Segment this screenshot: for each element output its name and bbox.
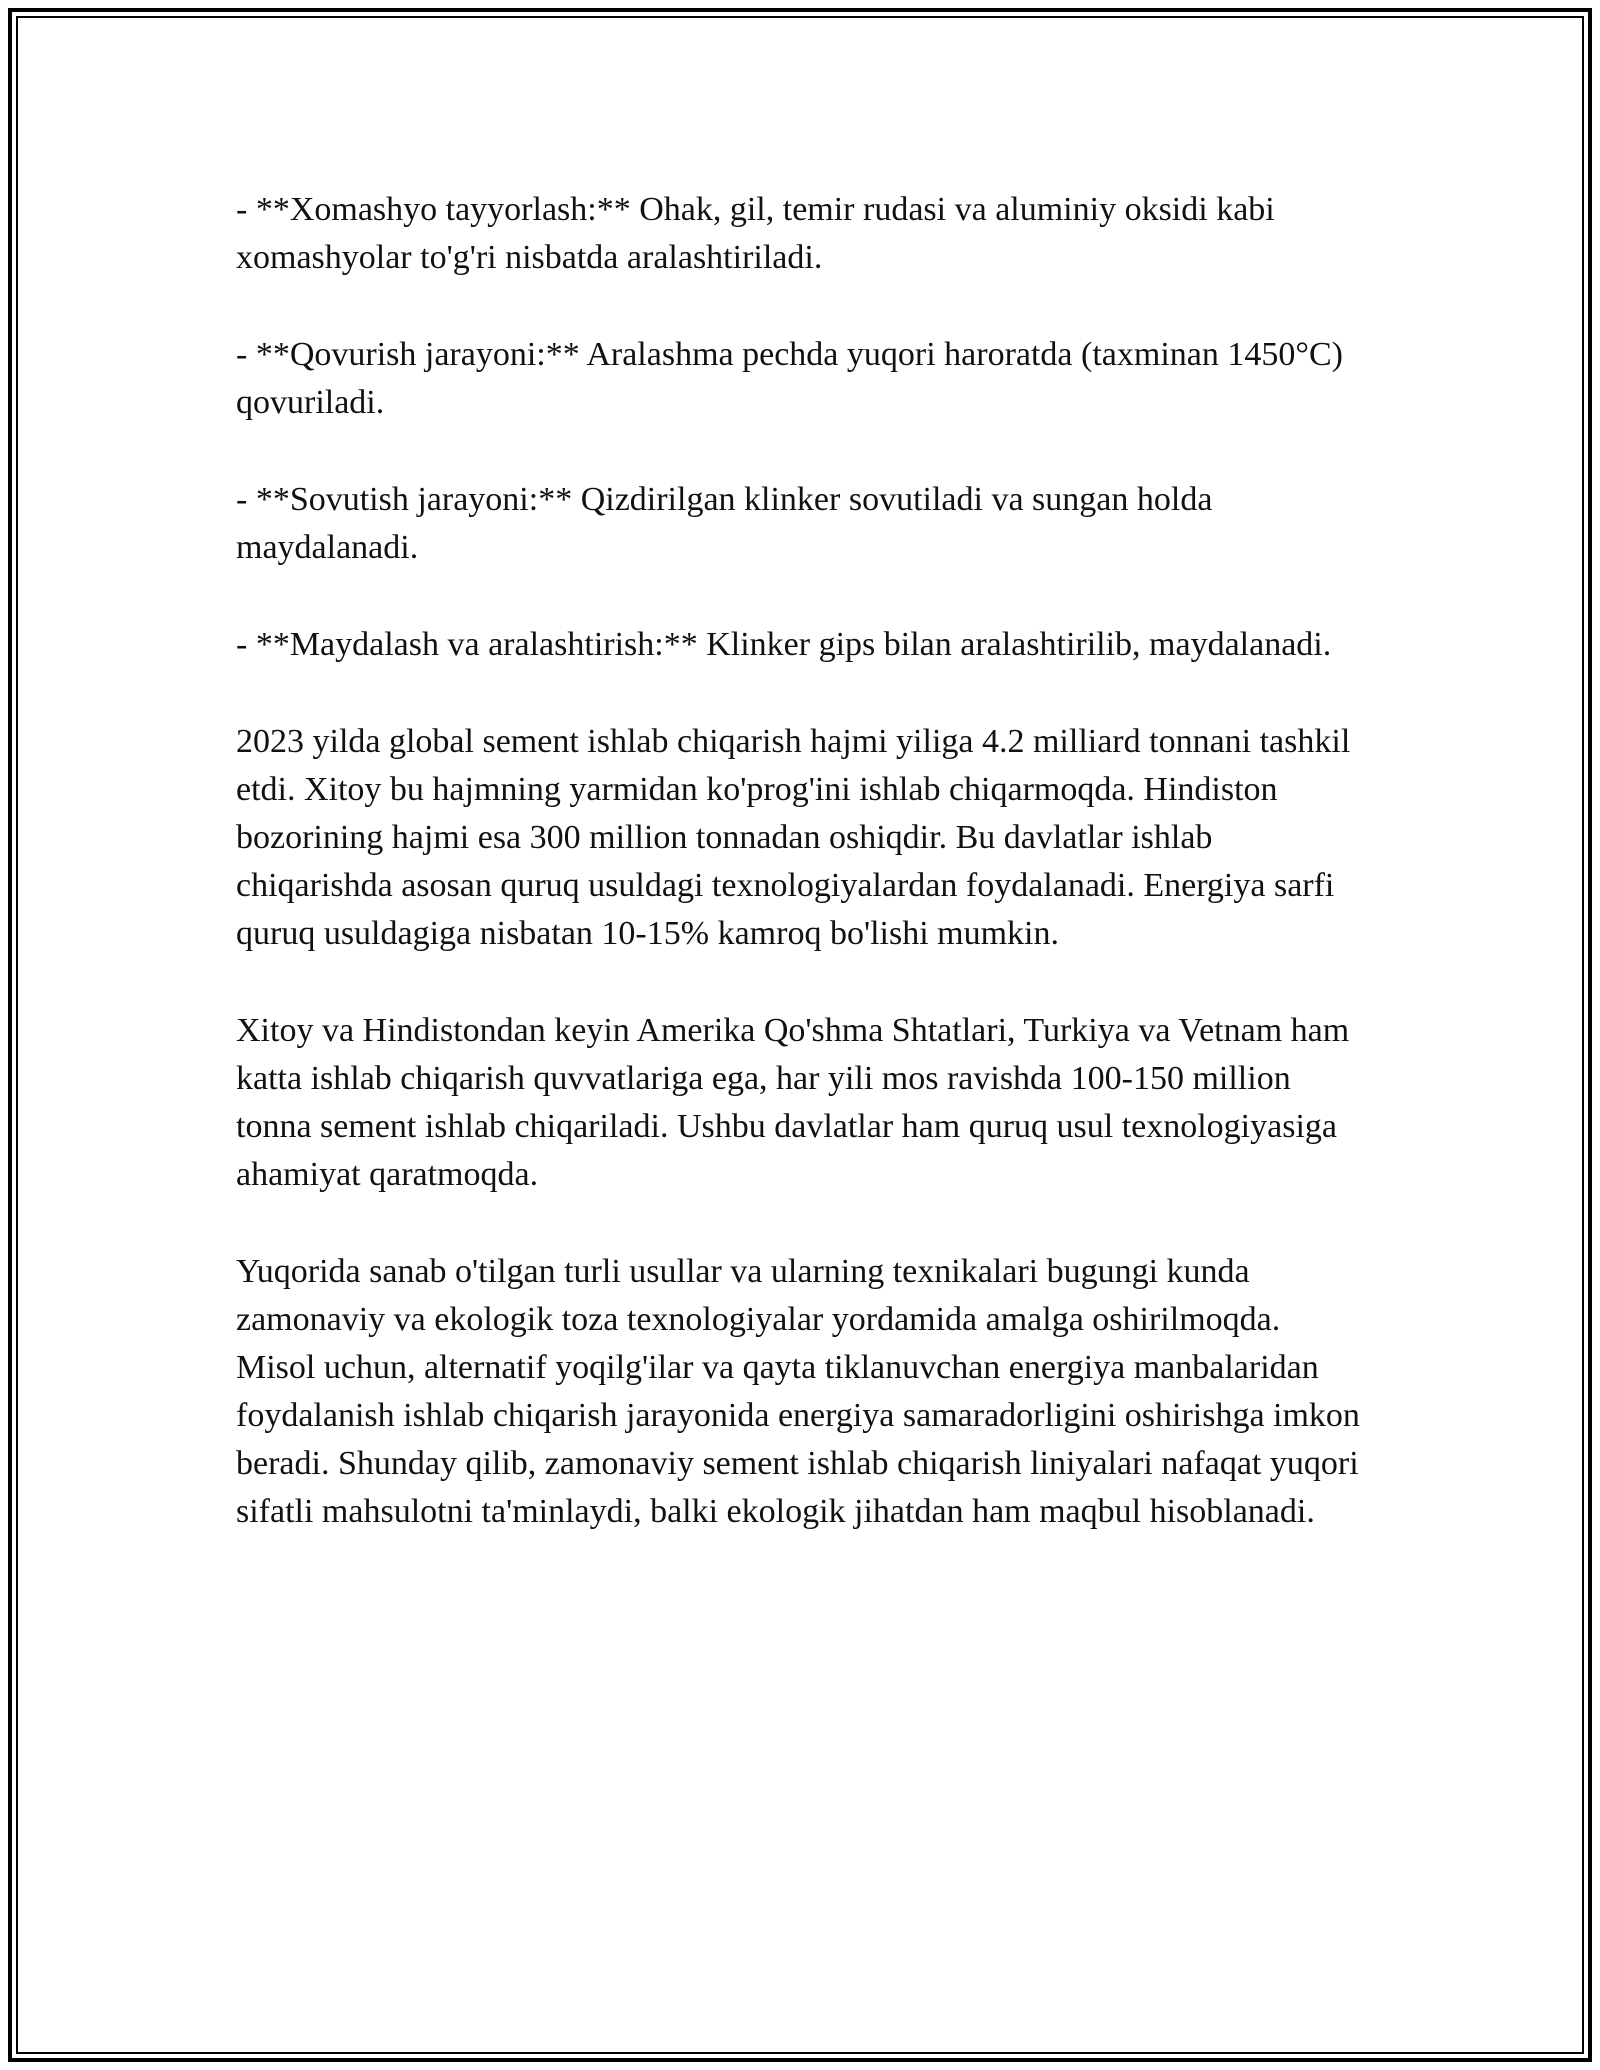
paragraph-modern-technologies: Yuqorida sanab o'tilgan turli usullar va ularning texnikalari bugungi kunda zamonaviy va ekologik toza texnologiyalar yordamida amalga oshirilmoqda. Misol uchun, alternatif yoqilg'ilar va qayta tiklanuvchan energiya manbalaridan foydalanish ishlab chiqarish jarayonida energiya samaradorligini oshirishga imkon beradi. Shunday qilib, zamonaviy sement ishlab chiqarish liniyalari nafaqat yuqori sifatli mahsulotni ta'minlaydi, balki ekologik jihatdan ham maqbul hisoblanadi. [236, 1253, 1360, 1530]
list-item-cooling: - **Sovutish jarayoni:** Qizdirilgan klinker sovutiladi va sungan holda maydalanadi. [236, 481, 1213, 566]
paragraph-other-countries: Xitoy va Hindistondan keyin Amerika Qo'shma Shtatlari, Turkiya va Vetnam ham katta ishlab chiqarish quvvatlariga ega, har yili mos ravishda 100-150 million tonna sement ishlab chiqariladi. Ushbu davlatlar ham quruq usul texnologiyasiga ahamiyat qaratmoqda. [236, 1012, 1350, 1193]
document-body [236, 186, 1366, 1585]
list-item-raw-material: - **Xomashyo tayyorlash:** Ohak, gil, temir rudasi va aluminiy oksidi kabi xomashyolar to'g'ri nisbatda aralashtiriladi. [236, 191, 1275, 276]
paragraph-global-production: 2023 yilda global sement ishlab chiqarish hajmi yiliga 4.2 milliard tonnani tashkil etdi. Xitoy bu hajmning yarmidan ko'prog'ini ishlab chiqarmoqda. Hindiston bozorining hajmi esa 300 million tonnadan oshiqdir. Bu davlatlar ishlab chiqarishda asosan quruq usuldagi texnologiyalardan foydalanadi. Energiya sarfi quruq usuldagiga nisbatan 10-15% kamroq bo'lishi mumkin. [236, 723, 1351, 952]
list-item-grinding: - **Maydalash va aralashtirish:** Klinker gips bilan aralashtirilib, maydalanadi. [236, 626, 1332, 663]
list-item-roasting: - **Qovurish jarayoni:** Aralashma pechda yuqori haroratda (taxminan 1450°C) qovuriladi. [236, 336, 1343, 421]
